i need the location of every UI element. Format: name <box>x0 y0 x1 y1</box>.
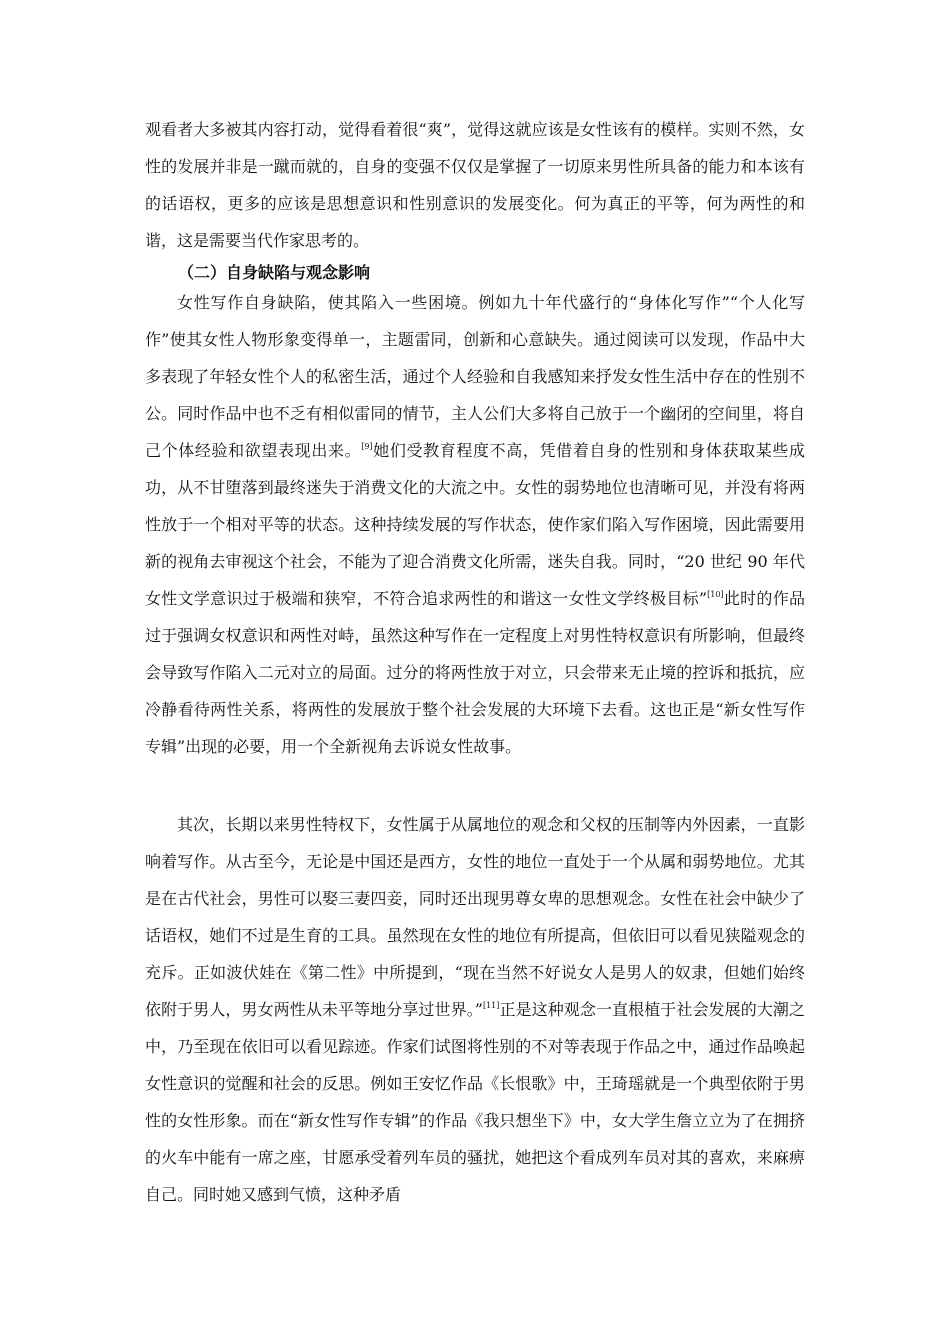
citation-11: [11] <box>482 1001 500 1010</box>
paragraph-text: 女性写作自身缺陷，使其陷入一些困境。例如九十年代盛行的“身体化写作”“个人化写作”使其女性人物形象变得单一，主题雷同，创新和心意缺失。通过阅读可以发现，作品中大多表现了年轻女性个人的私密生活，通过个人经验和自我感知来抒发女性生活中存在的性别不公。同时作品中也不乏有相似雷同的情节，主人公们大多将自己放于一个幽闭的空间里，将自己个体经验和欲望表现出来。 <box>145 293 805 460</box>
paragraph-text: 正是这种观念一直根植于社会发展的大潮之中，乃至现在依旧可以看见踪迹。作家们试图将性别的不对等表现于作品之中，通过作品唤起女性意识的觉醒和社会的反思。例如王安忆作品《长恨歌》中，王琦瑶就是一个典型依附于男性的女性形象。而在“新女性写作专辑”的作品《我只想坐下》中，女大学生詹立立为了在拥挤的火车中能有一席之座，甘愿承受着列车员的骚扰，她把这个看成列车员对其的喜欢，来麻痹自己。同时她又感到气愤，这种矛盾 <box>145 1000 805 1204</box>
paragraph-text: 其次，长期以来男性特权下，女性属于从属地位的观念和父权的压制等内外因素，一直影响着写作。从古至今，无论是中国还是西方，女性的地位一直处于一个从属和弱势地位。尤其是在古代社会，男性可以娶三妻四妾，同时还出现男尊女卑的思想观念。女性在社会中缺少了话语权，她们不过是生育的工具。虽然现在女性的地位有所提高，但依旧可以看见狭隘观念的充斥。正如波伏娃在《第二性》中所提到，“现在当然不好说女人是男人的奴隶，但她们始终依附于男人，男女两性从未平等地分享过世界。” <box>145 815 805 1019</box>
paragraph-continuation: 观看者大多被其内容打动，觉得看着很“爽”，觉得这就应该是女性该有的模样。实则不然，女性的发展并非是一蹴而就的，自身的变强不仅仅是掌握了一切原来男性所具备的能力和本该有的话语权，更多的应该是思想意识和性别意识的发展变化。何为真正的平等，何为两性的和谐，这是需要当代作家思考的。 <box>145 120 805 250</box>
paragraph-text: 此时的作品过于强调女权意识和两性对峙，虽然这种写作在一定程度上对男性特权意识有所影响，但最终会导致写作陷入二元对立的局面。过分的将两性放于对立，只会带来无止境的控诉和抵抗，应冷静看待两性关系，将两性的发展放于整个社会发展的大环境下去看。这也正是“新女性写作专辑”出现的必要，用一个全新视角去诉说女性故事。 <box>145 589 805 756</box>
paragraph-text: 她们受教育程度不高，凭借着自身的性别和身体获取某些成功，从不甘堕落到最终迷失于消费文化的大流之中。女性的弱势地位也清晰可见，并没有将两性放于一个相对平等的状态。这种持续发展的写作状态，使作家们陷入写作困境，因此需要用新的视角去审视这个社会，不能为了迎合消费文化所需，迷失自我。同时，“20 世纪 90 年代女性文学意识过于极端和狭窄，不符合追求两性的和谐这一女性文学终极目标” <box>145 441 805 608</box>
citation-9: [9] <box>361 442 373 451</box>
section-heading: （二）自身缺陷与观念影响 <box>178 263 371 282</box>
paragraph-writing-defects <box>145 284 805 765</box>
paragraph-patriarchy <box>145 806 805 1213</box>
citation-10: [10] <box>707 590 724 599</box>
